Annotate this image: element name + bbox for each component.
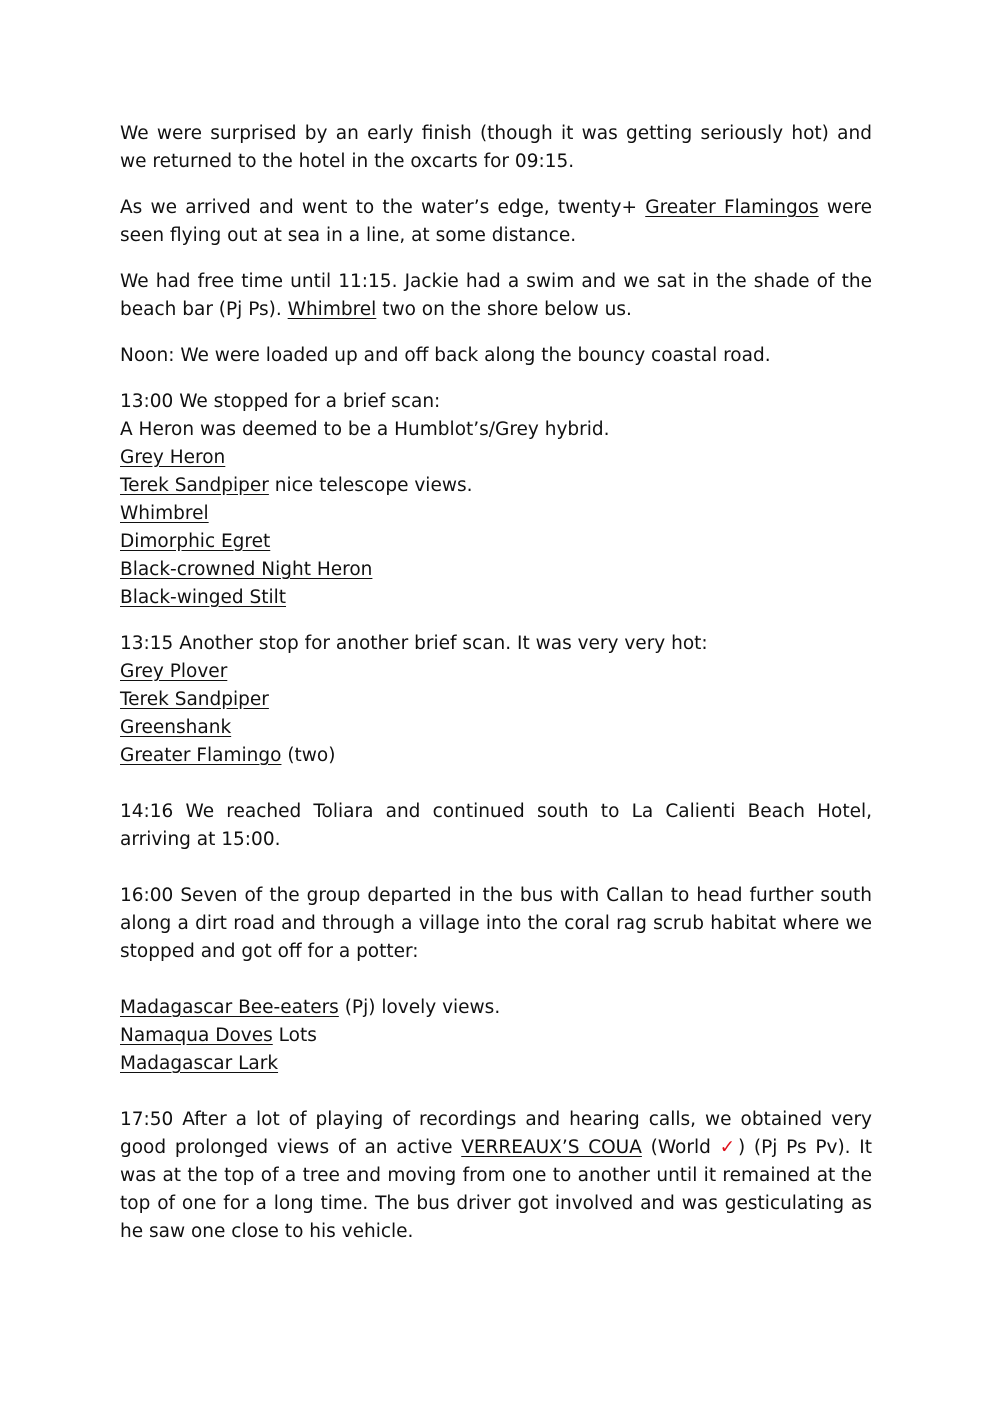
bird-name: Black-crowned Night Heron — [120, 559, 373, 580]
paragraph-early-finish: We were surprised by an early finish (though it was getting seriously hot) and we returned to the hotel in the oxcarts for 09:15. — [120, 123, 872, 172]
document-body — [120, 120, 872, 1264]
list-item: Terek Sandpiper nice telescope views. — [120, 475, 473, 496]
paragraph-verreaux-coua: 17:50 After a lot of playing of recordings and hearing calls, we obtained very good prolonged views of an active VERREAUX’S COUA (World ✓) (Pj Ps Pv). It was at the top of a tree and moving from one to another until it remained at the top of one for a long time. The bus driver got involved and was gesticulating as he saw one close to his vehicle. — [120, 1109, 872, 1242]
bird-name: Madagascar Bee-eaters — [120, 997, 339, 1018]
bird-name: Grey Plover — [120, 661, 228, 682]
scrub-bird-list — [120, 994, 872, 1078]
stop-heading: 13:00 We stopped for a brief scan: — [120, 391, 441, 412]
bird-name: Dimorphic Egret — [120, 531, 271, 552]
bird-name: Madagascar Lark — [120, 1053, 279, 1074]
stop-heading: 13:15 Another stop for another brief scan. It was very very hot: — [120, 633, 708, 654]
paragraph-noon: Noon: We were loaded up and off back along the bouncy coastal road. — [120, 345, 771, 366]
bird-name: VERREAUX’S COUA — [461, 1137, 642, 1158]
bird-name: Greenshank — [120, 717, 232, 738]
bird-name: Terek Sandpiper — [120, 689, 269, 710]
list-item: Greater Flamingo (two) — [120, 745, 336, 766]
checkmark-icon: ✓ — [719, 1137, 738, 1158]
list-item — [120, 500, 872, 528]
list-item: Namaqua Doves Lots — [120, 1025, 317, 1046]
paragraph-coral-rag: 16:00 Seven of the group departed in the bus with Callan to head further south along a dirt road and through a village into the coral rag scrub habitat where we stopped and got off for a potter: — [120, 885, 872, 962]
bird-name: Black-winged Stilt — [120, 587, 287, 608]
bird-name: Whimbrel — [287, 299, 377, 320]
list-item — [120, 686, 872, 714]
paragraph-toliara: 14:16 We reached Toliara and continued south to La Calienti Beach Hotel, arriving at 15:00. — [120, 801, 872, 850]
list-item — [120, 1050, 872, 1078]
list-item — [120, 714, 872, 742]
bird-name: Namaqua Doves — [120, 1025, 273, 1046]
list-item — [120, 658, 872, 686]
bird-name: Greater Flamingos — [645, 197, 819, 218]
bird-name: Whimbrel — [120, 503, 209, 524]
list-item: Madagascar Bee-eaters (Pj) lovely views. — [120, 997, 501, 1018]
paragraph-free-time: We had free time until 11:15. Jackie had a swim and we sat in the shade of the beach bar (Pj Ps). Whimbrel two on the shore below us. — [120, 271, 872, 320]
list-item — [120, 528, 872, 556]
paragraph-flamingos: As we arrived and went to the water’s edge, twenty+ Greater Flamingos were seen flying out at sea in a line, at some distance. — [120, 197, 872, 246]
bird-name: Terek Sandpiper — [120, 475, 269, 496]
stop-note: A Heron was deemed to be a Humblot’s/Grey hybrid. — [120, 419, 610, 440]
list-item — [120, 444, 872, 472]
list-item — [120, 584, 872, 612]
bird-name: Greater Flamingo — [120, 745, 282, 766]
stop-1300-list — [120, 388, 872, 612]
list-item — [120, 556, 872, 584]
stop-1315-list — [120, 630, 872, 770]
bird-name: Grey Heron — [120, 447, 226, 468]
